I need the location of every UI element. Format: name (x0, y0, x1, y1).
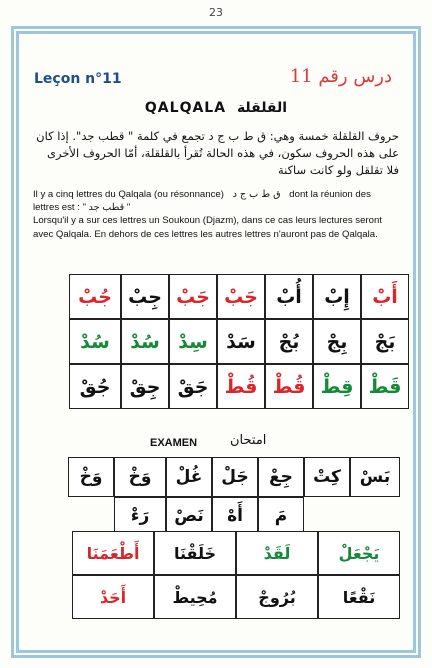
grid-text: سُدْ (80, 330, 110, 353)
grid-cell-r2-c5 (169, 319, 217, 364)
exam-cell (258, 497, 304, 535)
grid-text: بِجْ (326, 330, 348, 353)
lesson-label-ar: درس رقم 11 (289, 66, 392, 87)
exam-text: وَخْ (79, 467, 103, 487)
exam-cell (258, 457, 304, 497)
grid-text: جُبْ (78, 285, 112, 308)
french-line-3: Lorsqu'il y a sur ces lettres un Soukoun (Djazm), dans ce cas leurs lectures seront (33, 215, 382, 227)
grid-text: قُطْ (272, 375, 306, 398)
grid-text: سُدْ (130, 330, 160, 353)
word-cell (154, 531, 236, 575)
word-cell (318, 531, 400, 575)
grid-text: جَبْ (224, 285, 258, 308)
grid-cell-r1-c3 (265, 274, 313, 319)
word-text: أَحَدْ (99, 587, 127, 607)
exam-cell (114, 497, 166, 535)
exam-text: كِتْ (313, 467, 341, 487)
exam-cell (304, 457, 350, 497)
french-line-1-end: dont la réunion des (289, 189, 371, 200)
grid-text: إِبْ (324, 285, 350, 308)
grid-cell-r1-c5 (121, 274, 169, 319)
word-text: أَطْعَمَنَا (86, 543, 140, 563)
word-cell (318, 575, 400, 619)
word-text: خَلَقْنَا (173, 543, 217, 563)
exam-cell (114, 457, 166, 497)
grid-cell-r3-c1 (361, 364, 409, 409)
word-text: يَجْعَلْ (338, 543, 380, 563)
grid-cell-r1-c6 (69, 274, 121, 319)
lesson-title (0, 100, 432, 116)
grid-text: جُقْ (79, 375, 111, 398)
word-cell (72, 575, 154, 619)
exam-text: نَصْ (174, 506, 204, 526)
grid-cell-r1-c1 (361, 274, 409, 319)
exam-text: وَخْ (128, 467, 152, 487)
grid-text: بُجْ (278, 330, 300, 353)
exam-cell (212, 457, 258, 497)
word-cell (72, 531, 154, 575)
grid-cell-r3-c3 (265, 364, 313, 409)
exam-text: بَسْ (359, 467, 391, 487)
word-cell (154, 575, 236, 619)
lesson-title-latin: QALQALA (144, 100, 227, 116)
grid-cell-r1-c-mid (217, 274, 265, 319)
grid-cell-r2-c6 (121, 319, 169, 364)
exam-label-ar: امتحان (230, 433, 267, 448)
french-line-1 (33, 188, 403, 201)
french-line-1-letters: ق ط ب ج د (232, 189, 281, 200)
grid-cell-r1-c4 (169, 274, 217, 319)
grid-text: جِبْ (128, 285, 162, 308)
grid-text: سَدْ (226, 330, 256, 353)
exam-cell (212, 497, 258, 535)
lesson-label-fr: Leçon n°11 (34, 71, 122, 87)
exam-label-fr: EXAMEN (150, 437, 198, 449)
exam-text: غُلْ (175, 467, 203, 487)
french-line-2: lettres est : " قطب جد " (33, 202, 131, 214)
grid-cell-r2-c4 (217, 319, 265, 364)
grid-cell-r2-c7 (69, 319, 121, 364)
grid-cell-r3-c6 (121, 364, 169, 409)
grid-cell-r1-c2 (313, 274, 361, 319)
grid-text: بَجْ (374, 330, 396, 353)
word-text: نَقْعًا (342, 587, 376, 607)
grid-text: جَبْ (176, 285, 210, 308)
exam-cell (68, 457, 114, 497)
word-text: مُحِيطْ (172, 587, 218, 607)
grid-cell-r3-c7 (69, 364, 121, 409)
french-paragraph (33, 188, 403, 241)
arabic-paragraph: حروف القلقلة خمسة وهي: ق ط ب ج د تجمع في كلمة " قطب جد". إذا كان على هذه الحروف سكون، في هذه الحالة تُقرأ بالقلقلة، أمّا الحروف الأخرى فلا تقلقل ولو كانت ساكنة (36, 129, 399, 177)
french-line-4: avec Qalqala. En dehors de ces lettres les autres lettres n'auront pas de Qalqala. (33, 228, 378, 240)
exam-cell (166, 457, 212, 497)
exam-text: جَلْ (221, 467, 249, 487)
grid-text: قَطْ (368, 375, 402, 398)
grid-cell-r3-c4 (217, 364, 265, 409)
exam-text: مَ (274, 506, 288, 526)
grid-text: جِقْ (129, 375, 161, 398)
word-text: لَقَدْ (263, 543, 291, 563)
exam-text: رَءْ (130, 506, 150, 526)
grid-text: أَبْ (372, 285, 398, 308)
exam-cell (350, 457, 400, 497)
french-line-1-start: Il y a cinq lettres du Qalqala (ou résonnance) (33, 189, 224, 200)
grid-text: أُبْ (276, 285, 302, 308)
grid-text: جَقْ (177, 375, 209, 398)
grid-cell-r3-c5 (169, 364, 217, 409)
word-cell (236, 575, 318, 619)
word-cell (236, 531, 318, 575)
exam-text: أَهْ (227, 506, 243, 526)
grid-cell-r2-c1 (361, 319, 409, 364)
grid-text: قِطْ (320, 375, 354, 398)
lesson-title-arabic: القلقلة (236, 100, 288, 116)
grid-text: سِدْ (178, 330, 208, 353)
page-number: 23 (209, 6, 223, 19)
exam-cell (166, 497, 212, 535)
grid-text: قُطْ (224, 375, 258, 398)
grid-cell-r3-c2 (313, 364, 361, 409)
grid-cell-r2-c2 (313, 319, 361, 364)
word-text: بُرُوجْ (258, 587, 296, 607)
exam-text: جِعْ (269, 467, 293, 487)
grid-cell-r2-c3 (265, 319, 313, 364)
